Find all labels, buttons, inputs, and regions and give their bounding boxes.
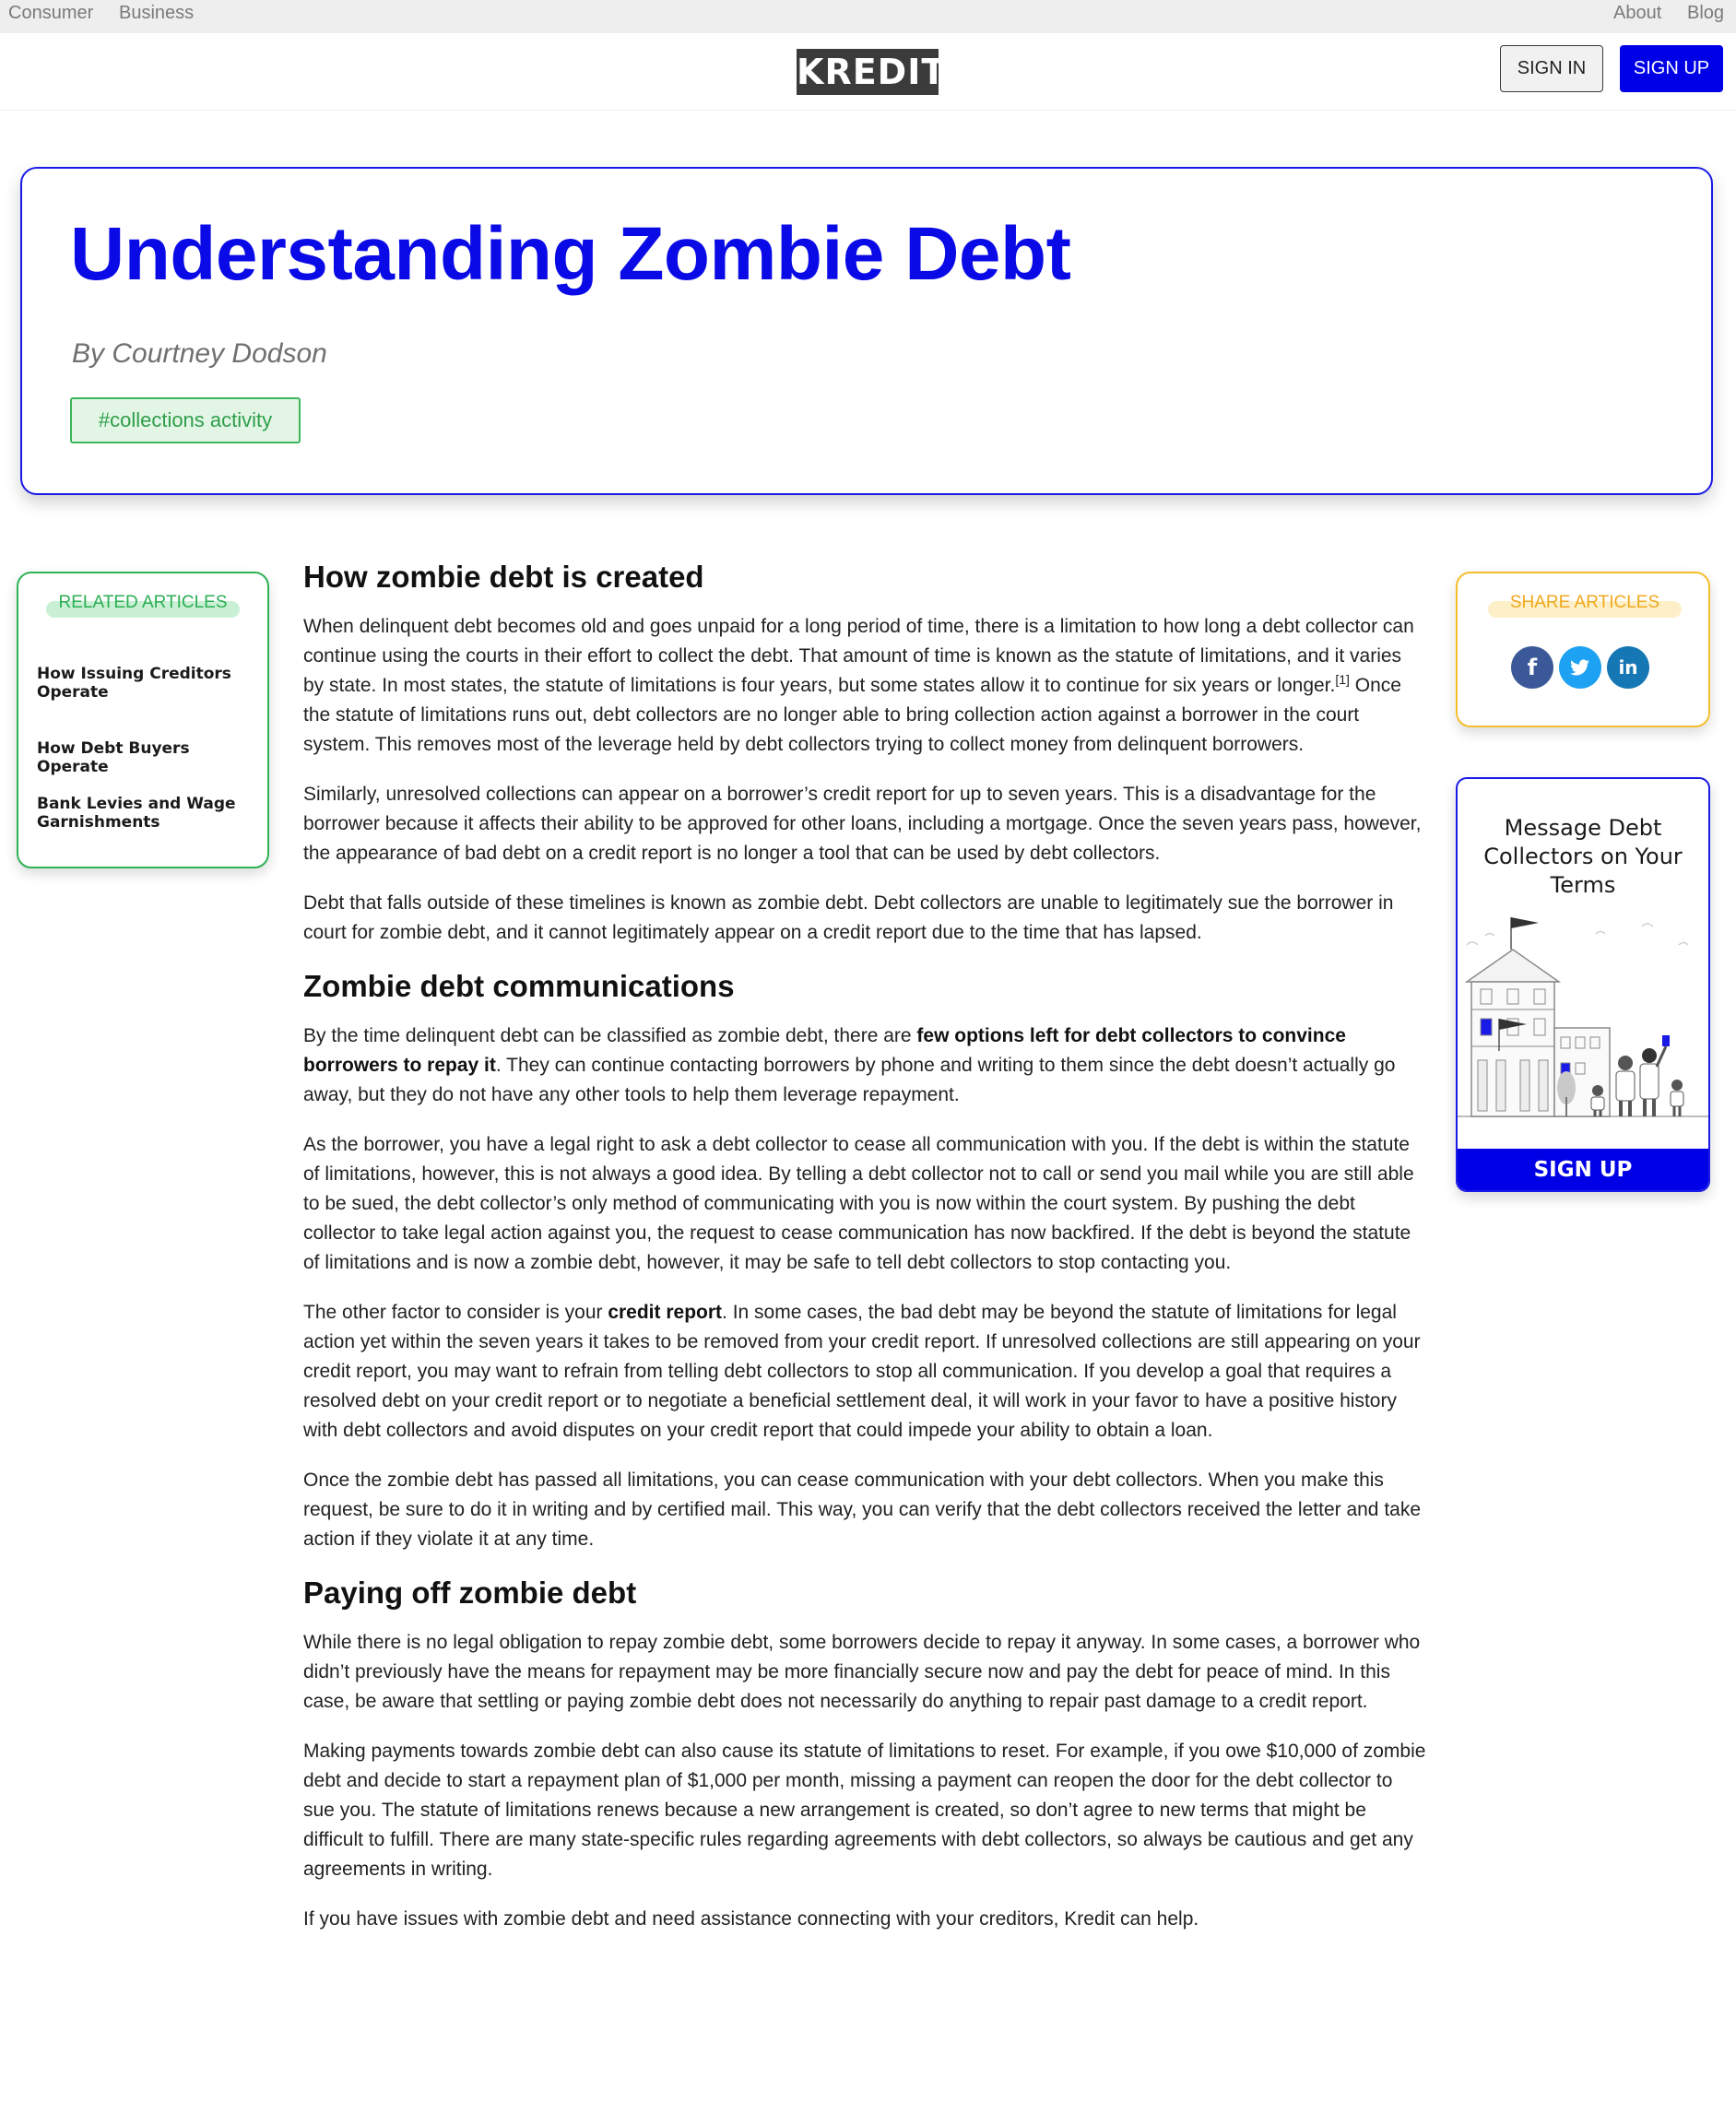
paragraph: While there is no legal obligation to repay zombie debt, some borrowers decide to repay it anyway. In some cases, a borrower who didn’t previously have the means for repayment may be more financially secure now and pay the debt for peace of mind. In this case, be aware that settling or paying zombie debt does not necessarily do anything to repair past damage to a credit report. <box>303 1632 1421 1712</box>
paragraph: If you have issues with zombie debt and need assistance connecting with your creditors, Kredit can help. <box>303 1908 1199 1930</box>
paragraph: Making payments towards zombie debt can also cause its statute of limitations to reset. For example, if you owe $10,000 of zombie debt and decide to start a repayment plan of $1,000 per month, missing a payment can reopen the door for the debt collector to sue you. The statute of limitations renews because a new arrangement is created, so don’t agree to new terms that might be difficult to fulfill. There are many state-specific rules regarding agreements with debt collectors, so always be cautious and get any agreements in writing. <box>303 1741 1426 1880</box>
paragraph-text: By the time delinquent debt can be classified as zombie debt, there are <box>303 1025 917 1046</box>
site-header <box>0 33 1736 111</box>
topic-tag[interactable]: #collections activity <box>70 397 301 443</box>
related-articles-panel <box>17 572 269 868</box>
article-body <box>303 559 1426 1954</box>
share-articles-heading <box>1488 592 1682 614</box>
paragraph-text: When delinquent debt becomes old and goes unpaid for a long period of time, there is a limitation to how long a debt collector can continue using the courts in their effort to collect the debt. That amount of time is known as the statute of limitations, and it varies by state. In most states, the statute of limitations is four years, but some states allow it to continue for six years or longer. <box>303 616 1414 696</box>
promo-card <box>1456 777 1710 1192</box>
related-articles-heading <box>46 592 240 614</box>
top-utility-bar <box>0 0 1736 33</box>
sign-in-button[interactable]: SIGN IN <box>1500 45 1603 92</box>
paragraph-text: Once the statute of limitations runs out, debt collectors are no longer able to bring collection action against a borrower in the court system. This removes most of the leverage held by debt collectors trying to collect money from delinquent borrowers. <box>303 675 1401 755</box>
paragraph <box>303 1021 1426 1110</box>
paragraph <box>303 612 1426 760</box>
paragraph: Once the zombie debt has passed all limitations, you can cease communication with your debt collectors. When you make this request, be sure to do it in writing and by certified mail. This way, you can verify that the debt collectors received the letter and take action if they violate it at any time. <box>303 1470 1422 1550</box>
related-articles-title: RELATED ARTICLES <box>58 593 228 612</box>
nav-blog-link[interactable]: Blog <box>1687 3 1725 23</box>
article-hero-card <box>20 167 1713 495</box>
paragraph-text: . In some cases, the bad debt may be beyond the statute of limitations for legal action yet within the seven years it takes to be removed from your credit report. If unresolved collections are still appearing on your credit report, you may want to refrain from telling debt collectors to stop all communication. If you develop a goal that requires a resolved debt on your credit report or to negotiate a beneficial settlement deal, it will work in your favor to have a positive history with debt collectors and avoid disputes on your credit report that could impede your ability to obtain a loan. <box>303 1302 1421 1441</box>
twitter-icon[interactable] <box>1559 646 1601 689</box>
section-heading-created: How zombie debt is created <box>303 560 704 594</box>
promo-sign-up-button[interactable]: SIGN UP <box>1458 1149 1708 1191</box>
facebook-icon[interactable]: f <box>1511 646 1553 689</box>
related-link-bank-levies[interactable]: Bank Levies and Wage Garnishments <box>37 795 236 832</box>
paragraph: Debt that falls outside of these timelines is known as zombie debt. Debt collectors are unable to legitimately sue the borrower in court for zombie debt, and it cannot legitimately appear on a credit report due to the time that has lapsed. <box>303 892 1394 943</box>
paragraph: Similarly, unresolved collections can appear on a borrower’s credit report for up to seven years. This is a disadvantage for the borrower because it affects their ability to be approved for other loans, including a mortgage. Once the seven years pass, however, the appearance of bad debt on a credit report is no longer a tool that can be used by debt collectors. <box>303 784 1422 864</box>
share-articles-title: SHARE ARTICLES <box>1509 593 1660 612</box>
related-link-debt-buyers[interactable]: How Debt Buyers Operate <box>37 739 190 776</box>
paragraph-bold-text: few options left for debt collectors to convince borrowers to repay it <box>303 1025 1346 1076</box>
section-heading-paying-off: Paying off zombie debt <box>303 1576 637 1610</box>
nav-business-link[interactable]: Business <box>119 3 195 23</box>
paragraph: As the borrower, you have a legal right to ask a debt collector to cease all communication with you. If the debt is within the statute of limitations, however, this is not always a good idea. By telling a debt collector not to call or send you mail while you are still able to be sued, the debt collector’s only method of communicating with you is now within the court system. By pushing the debt collector to take legal action against you, the request to cease communication has now backfired. If the debt is beyond the statute of limitations and is now a zombie debt, however, it may be safe to tell debt collectors to stop contacting you. <box>303 1134 1414 1273</box>
related-link-issuing-creditors[interactable]: How Issuing Creditors Operate <box>37 665 231 702</box>
nav-about-link[interactable]: About <box>1613 3 1662 23</box>
paragraph <box>303 1298 1426 1446</box>
sign-up-button[interactable]: SIGN UP <box>1620 45 1723 92</box>
paragraph-text: The other factor to consider is your <box>303 1302 608 1323</box>
nav-consumer-link[interactable]: Consumer <box>8 3 94 23</box>
article-author: By Courtney Dodson <box>72 338 327 369</box>
article-title: Understanding Zombie Debt <box>70 212 1071 296</box>
paragraph-bold-text: credit report <box>608 1302 723 1323</box>
paragraph-text: . They can continue contacting borrowers by phone and writing to them since the debt doesn’t actually go away, but they do not have any other tools to help them leverage repayment. <box>303 1055 1396 1105</box>
kredit-logo[interactable]: KREDIT <box>797 49 939 95</box>
city-hall-illustration <box>1458 908 1708 1135</box>
promo-title: Message Debt Collectors on Your Terms <box>1483 815 1683 898</box>
share-articles-panel <box>1456 572 1710 727</box>
footnote-reference[interactable]: [1] <box>1335 672 1350 687</box>
section-heading-communications: Zombie debt communications <box>303 969 735 1003</box>
linkedin-icon[interactable]: in <box>1607 646 1649 689</box>
